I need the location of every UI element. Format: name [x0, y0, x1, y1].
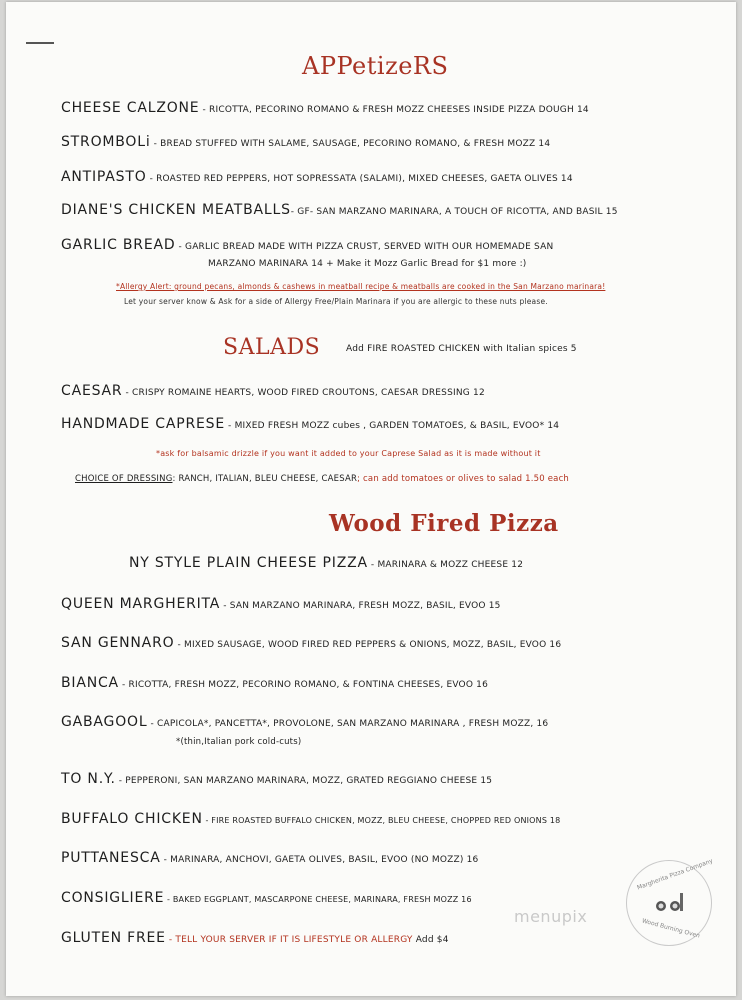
logo-bottom-text: Wood Burning Oven — [641, 917, 701, 940]
watermark: menupix — [514, 907, 588, 926]
salads-add-note: Add FIRE ROASTED CHICKEN with Italian spices 5 — [346, 344, 577, 354]
item-name: STROMBOLi — [61, 134, 151, 150]
item-description: - ROASTED RED PEPPERS, HOT SOPRESSATA (SALAMI), MIXED CHEESES, GAETA OLIVES 14 — [146, 174, 573, 184]
appetizers-heading: APPetizeRS — [302, 52, 449, 80]
menu-item — [61, 635, 561, 651]
menu-item — [61, 416, 559, 432]
menu-item — [61, 930, 449, 946]
menu-page — [6, 2, 736, 996]
item-description: - GARLIC BREAD MADE WITH PIZZA CRUST, SERVED WITH OUR HOMEMADE SAN — [175, 242, 554, 252]
item-description: - BAKED EGGPLANT, MASCARPONE CHEESE, MARINARA, FRESH MOZZ 16 — [164, 895, 472, 904]
menu-item — [61, 596, 501, 612]
menu-item — [61, 850, 478, 866]
item-description: - SAN MARZANO MARINARA, FRESH MOZZ, BASIL, EVOO 15 — [220, 601, 501, 611]
menu-item — [61, 100, 589, 116]
divider-mark — [26, 42, 54, 44]
item-name: GLUTEN FREE — [61, 930, 166, 946]
menu-item — [61, 169, 573, 185]
item-name: GABAGOOL — [61, 714, 148, 730]
item-description: - FIRE ROASTED BUFFALO CHICKEN, MOZZ, BLEU CHEESE, CHOPPED RED ONIONS 18 — [202, 816, 561, 825]
item-name: GARLIC BREAD — [61, 237, 176, 253]
dressing-line — [75, 474, 569, 484]
item-description: - CAPICOLA*, PANCETTA*, PROVOLONE, SAN MARZANO MARINARA , FRESH MOZZ, 16 — [147, 719, 549, 729]
menu-item — [61, 714, 548, 730]
item-name: CONSIGLIERE — [61, 890, 165, 906]
pizza-heading: Wood Fired Pizza — [329, 510, 559, 537]
item-name: PUTTANESCA — [61, 850, 161, 866]
item-name: NY STYLE PLAIN CHEESE PIZZA — [129, 555, 368, 571]
item-name: CHEESE CALZONE — [61, 100, 200, 116]
dressing-label: CHOICE OF DRESSING — [75, 474, 173, 484]
pizza-oven-icon — [653, 891, 685, 913]
item-name: HANDMADE CAPRESE — [61, 416, 225, 432]
balsamic-note: *ask for balsamic drizzle if you want it added to your Caprese Salad as it is made without it — [156, 449, 541, 458]
item-description: - MIXED SAUSAGE, WOOD FIRED RED PEPPERS & ONIONS, MOZZ, BASIL, EVOO 16 — [174, 640, 562, 650]
item-description: - GF- SAN MARZANO MARINARA, A TOUCH OF RICOTTA, AND BASIL 15 — [290, 207, 618, 217]
item-description: - MIXED FRESH MOZZ cubes , GARDEN TOMATOES, & BASIL, EVOO* 14 — [225, 421, 560, 431]
item-description: - PEPPERONI, SAN MARZANO MARINARA, MOZZ, GRATED REGGIANO CHEESE 15 — [115, 776, 493, 786]
item-price: Add $4 — [412, 935, 449, 945]
item-description: - RICOTTA, FRESH MOZZ, PECORINO ROMANO, & FONTINA CHEESES, EVOO 16 — [118, 680, 489, 690]
menu-item — [61, 811, 560, 827]
logo-top-text: Margherita Pizza Company — [636, 857, 714, 892]
dressing-options: : RANCH, ITALIAN, BLEU CHEESE, CAESAR — [172, 474, 358, 484]
item-name: SAN GENNARO — [61, 635, 175, 651]
garlic-bread-line2: MARZANO MARINARA 14 + Make it Mozz Garlic Bread for $1 more :) — [208, 259, 527, 269]
item-name: QUEEN MARGHERITA — [61, 596, 221, 612]
item-description: - BREAD STUFFED WITH SALAME, SAUSAGE, PECORINO ROMANO, & FRESH MOZZ 14 — [150, 139, 551, 149]
menu-item — [61, 771, 492, 787]
item-name: TO N.Y. — [61, 771, 116, 787]
item-name: BIANCA — [61, 675, 119, 691]
salads-heading: SALADS — [223, 335, 321, 360]
item-name: CAESAR — [61, 383, 123, 399]
menu-item — [61, 237, 553, 253]
item-description: - MARINARA, ANCHOVI, GAETA OLIVES, BASIL, EVOO (NO MOZZ) 16 — [160, 855, 479, 865]
item-description: - TELL YOUR SERVER IF IT IS LIFESTYLE OR ALLERGY — [165, 935, 413, 945]
company-logo — [626, 857, 714, 946]
item-name: ANTIPASTO — [61, 169, 147, 185]
menu-item — [61, 202, 618, 218]
gabagool-note: *(thin,Italian pork cold-cuts) — [176, 737, 302, 747]
item-description: - RICOTTA, PECORINO ROMANO & FRESH MOZZ CHEESES INSIDE PIZZA DOUGH 14 — [199, 105, 589, 115]
allergy-alert: *Allergy Alert: ground pecans, almonds & cashews in meatball recipe & meatballs are cooked in the San Marzano marinara! — [116, 282, 606, 291]
item-description: - CRISPY ROMAINE HEARTS, WOOD FIRED CROUTONS, CAESAR DRESSING 12 — [122, 388, 485, 398]
menu-item — [61, 890, 472, 906]
menu-item — [61, 134, 550, 150]
menu-item — [61, 675, 488, 691]
dressing-extra: ; can add tomatoes or olives to salad 1.50 each — [357, 474, 570, 484]
menu-item — [129, 555, 523, 571]
menu-item — [61, 383, 485, 399]
allergy-note: Let your server know & Ask for a side of Allergy Free/Plain Marinara if you are allergic to these nuts please. — [124, 297, 548, 306]
item-description: - MARINARA & MOZZ CHEESE 12 — [367, 560, 524, 570]
item-name: BUFFALO CHICKEN — [61, 811, 203, 827]
item-name: DIANE'S CHICKEN MEATBALLS — [61, 202, 291, 218]
